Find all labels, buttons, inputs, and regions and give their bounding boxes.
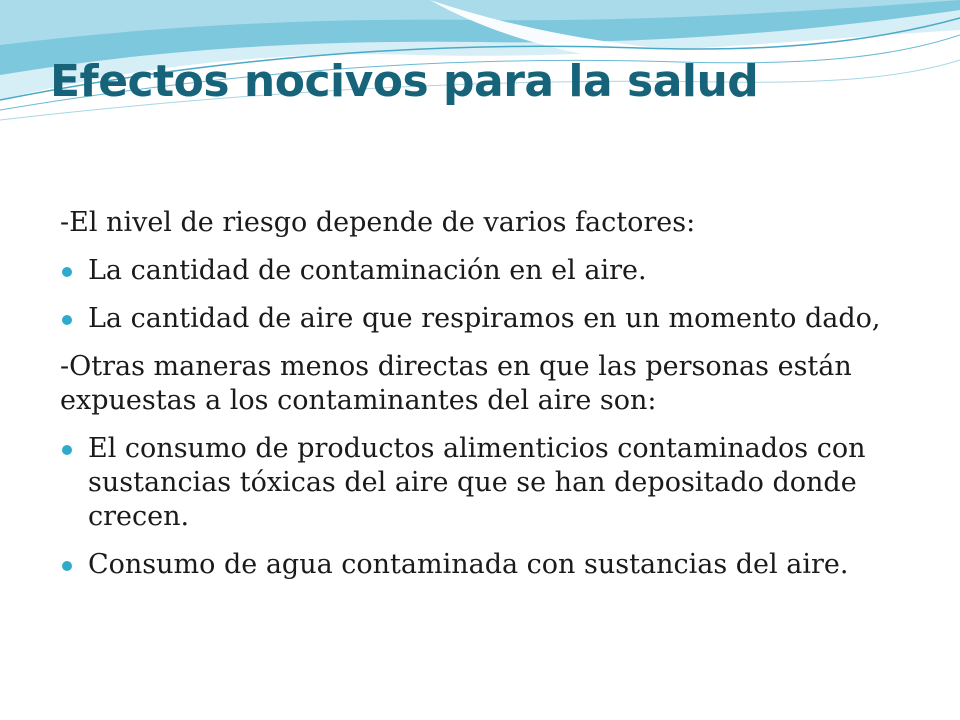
bullet-text: La cantidad de aire que respiramos en un momento dado, — [88, 303, 881, 334]
slide-title: Efectos nocivos para la salud — [50, 56, 759, 107]
bullet-item — [60, 302, 920, 336]
bullet-dot — [62, 315, 72, 325]
bullet-dot — [62, 561, 72, 571]
intro-text: -El nivel de riesgo depende de varios factores: — [60, 207, 696, 238]
middle-text: -Otras maneras menos directas en que las personas están expuestas a los contaminantes del aire son: — [60, 351, 852, 416]
bullet-text: La cantidad de contaminación en el aire. — [88, 255, 647, 286]
bullet-text: Consumo de agua contaminada con sustancias del aire. — [88, 549, 849, 580]
bullet-item — [60, 548, 920, 582]
bullet-item — [60, 432, 920, 534]
bullet-dot — [62, 445, 72, 455]
bullet-text: El consumo de productos alimenticios contaminados con sustancias tóxicas del aire que se han depositado donde crecen. — [88, 433, 866, 532]
slide-body — [60, 206, 920, 596]
bullet-dot — [62, 267, 72, 277]
bullet-item — [60, 254, 920, 288]
